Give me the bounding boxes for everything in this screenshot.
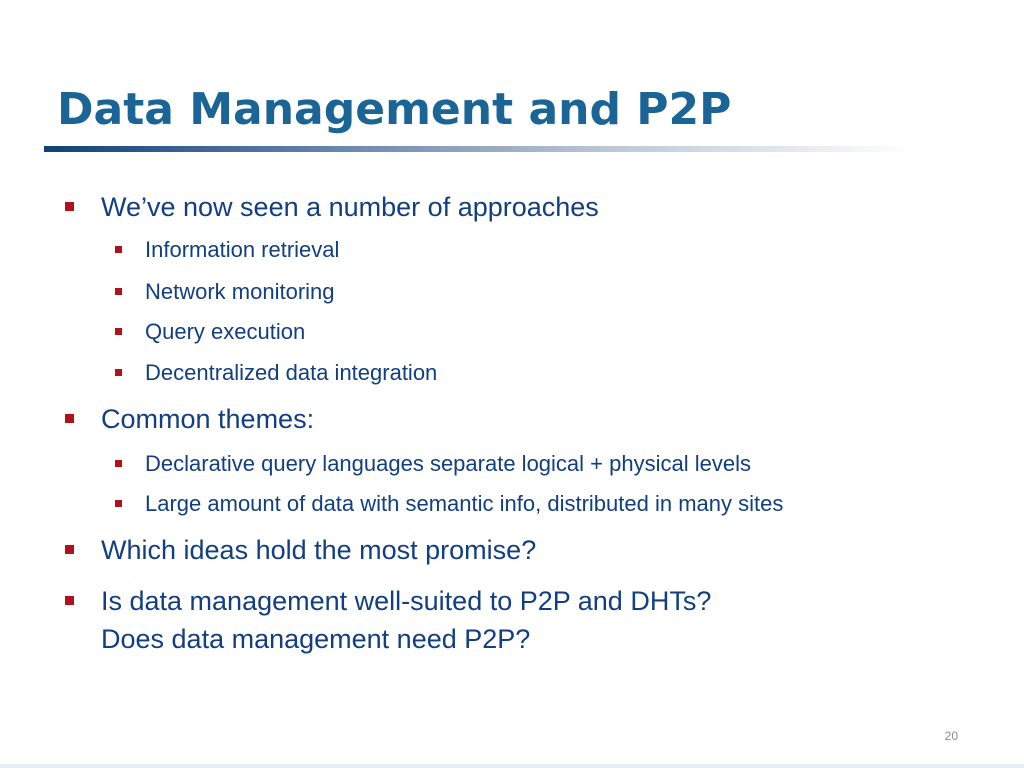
page-number: 20	[944, 729, 958, 743]
square-bullet-icon	[65, 202, 74, 211]
footer-bar	[0, 764, 1024, 768]
bullet-text: Decentralized data integration	[145, 360, 438, 385]
bullet-level1	[101, 582, 711, 658]
bullet-level1	[101, 531, 536, 569]
bullet-text: Large amount of data with semantic info, distributed in many sites	[145, 491, 784, 516]
square-bullet-icon	[65, 545, 74, 554]
bullet-text: Network monitoring	[145, 279, 335, 304]
square-bullet-icon	[115, 369, 122, 376]
bullet-text: We’ve now seen a number of approaches	[101, 192, 599, 222]
bullet-text: Which ideas hold the most promise?	[101, 535, 537, 565]
bullet-level2	[145, 277, 335, 307]
bullet-level1	[101, 400, 314, 438]
bullet-level2	[145, 235, 339, 265]
bullet-text: Query execution	[145, 319, 306, 344]
bullet-level2	[145, 489, 783, 519]
square-bullet-icon	[115, 460, 122, 467]
bullet-text-continued: Does data management need P2P?	[101, 624, 531, 654]
bullet-level2	[145, 449, 751, 479]
square-bullet-icon	[115, 288, 122, 295]
square-bullet-icon	[115, 500, 122, 507]
bullet-level2	[145, 358, 437, 388]
slide-title: Data Management and P2P	[57, 84, 732, 135]
bullet-text: Common themes:	[101, 404, 315, 434]
bullet-text: Information retrieval	[145, 237, 340, 262]
square-bullet-icon	[65, 414, 74, 423]
square-bullet-icon	[115, 328, 122, 335]
square-bullet-icon	[115, 246, 122, 253]
bullet-text: Declarative query languages separate logical + physical levels	[145, 451, 751, 476]
bullet-level2	[145, 317, 305, 347]
bullet-text: Is data management well-suited to P2P and DHTs?	[101, 586, 712, 616]
square-bullet-icon	[65, 596, 74, 605]
bullet-level1	[101, 188, 599, 226]
